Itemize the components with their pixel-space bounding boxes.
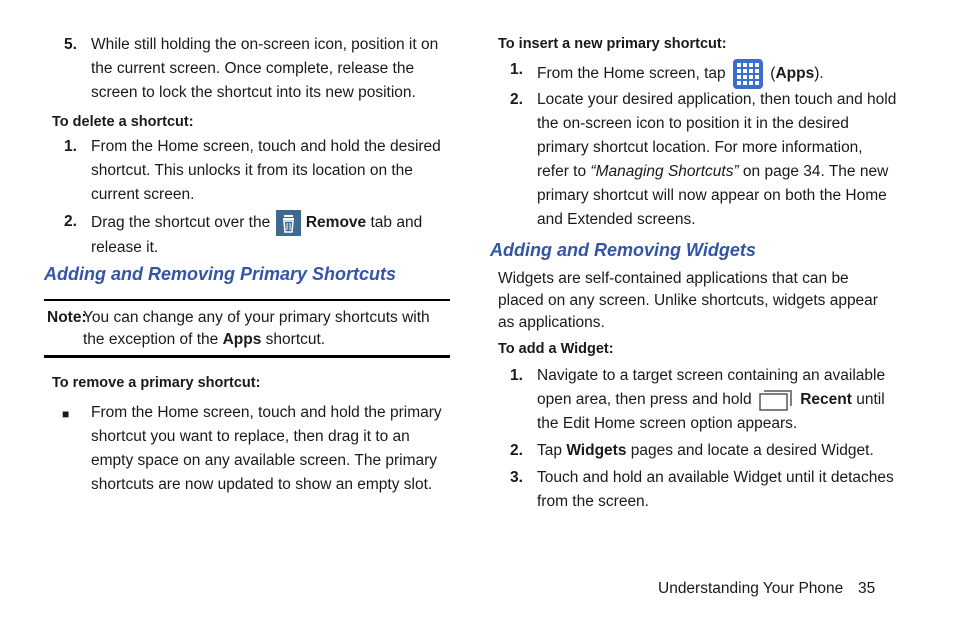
- page-number: 35: [858, 580, 876, 597]
- step-text: Tap Widgets pages and locate a desired Widget.: [537, 442, 874, 459]
- step-text: While still holding the on-screen icon, position it on the current screen. Once complete, release the screen to lock the shortcut into its new position.: [91, 36, 439, 101]
- note-label: Note:: [47, 309, 87, 326]
- step-number: 2.: [64, 213, 77, 230]
- note-text: You can change any of your primary shortcuts with the exception of the Apps shortcut.: [83, 309, 430, 348]
- step-text: Drag the shortcut over the Remove tab and release it.: [91, 210, 453, 260]
- apps-grid-icon: [732, 58, 764, 90]
- step-number: 1.: [510, 61, 523, 78]
- divider: [44, 299, 450, 301]
- step-text: Navigate to a target screen containing an available open area, then press and hold Recent until the Edit Home screen option appears.: [537, 367, 886, 433]
- step-number: 3.: [510, 469, 523, 486]
- step-text: From the Home screen, tap (Apps).: [537, 58, 897, 90]
- section-heading: Adding and Removing Widgets: [490, 240, 756, 260]
- divider: [44, 355, 450, 358]
- step-number: 2.: [510, 442, 523, 459]
- trash-icon: [276, 210, 301, 236]
- step-number: 1.: [510, 367, 523, 384]
- step-number: 1.: [64, 138, 77, 155]
- step-number: 5.: [64, 36, 77, 53]
- intro-paragraph: Widgets are self-contained applications that can be placed on any screen. Unlike shortcuts, widgets appear as applications.: [498, 270, 878, 331]
- section-heading: Adding and Removing Primary Shortcuts: [44, 264, 397, 284]
- delete-shortcut-label: To delete a shortcut:: [52, 114, 194, 130]
- add-widget-label: To add a Widget:: [498, 341, 614, 357]
- footer-section-title: Understanding Your Phone: [658, 580, 844, 597]
- step-number: 2.: [510, 91, 523, 108]
- bullet-icon: ■: [62, 407, 70, 421]
- bullet-text: From the Home screen, touch and hold the primary shortcut you want to replace, then drag it to an empty space on any available screen. The primary shortcuts are now updated to show an empty slot.: [91, 404, 442, 493]
- insert-shortcut-label: To insert a new primary shortcut:: [498, 36, 727, 52]
- recent-apps-icon: [758, 388, 794, 412]
- remove-shortcut-label: To remove a primary shortcut:: [52, 375, 261, 391]
- step-text: From the Home screen, touch and hold the desired shortcut. This unlocks it from its location on the current screen.: [91, 138, 441, 203]
- step-text: Touch and hold an available Widget until it detaches from the screen.: [537, 469, 894, 510]
- step-text: Locate your desired application, then touch and hold the on-screen icon to position it in the desired primary shortcut location. For more information, refer to “Managing Shortcuts” on page 34. The new primary shortcut will now appear on both the Home and Extended screens.: [537, 91, 897, 228]
